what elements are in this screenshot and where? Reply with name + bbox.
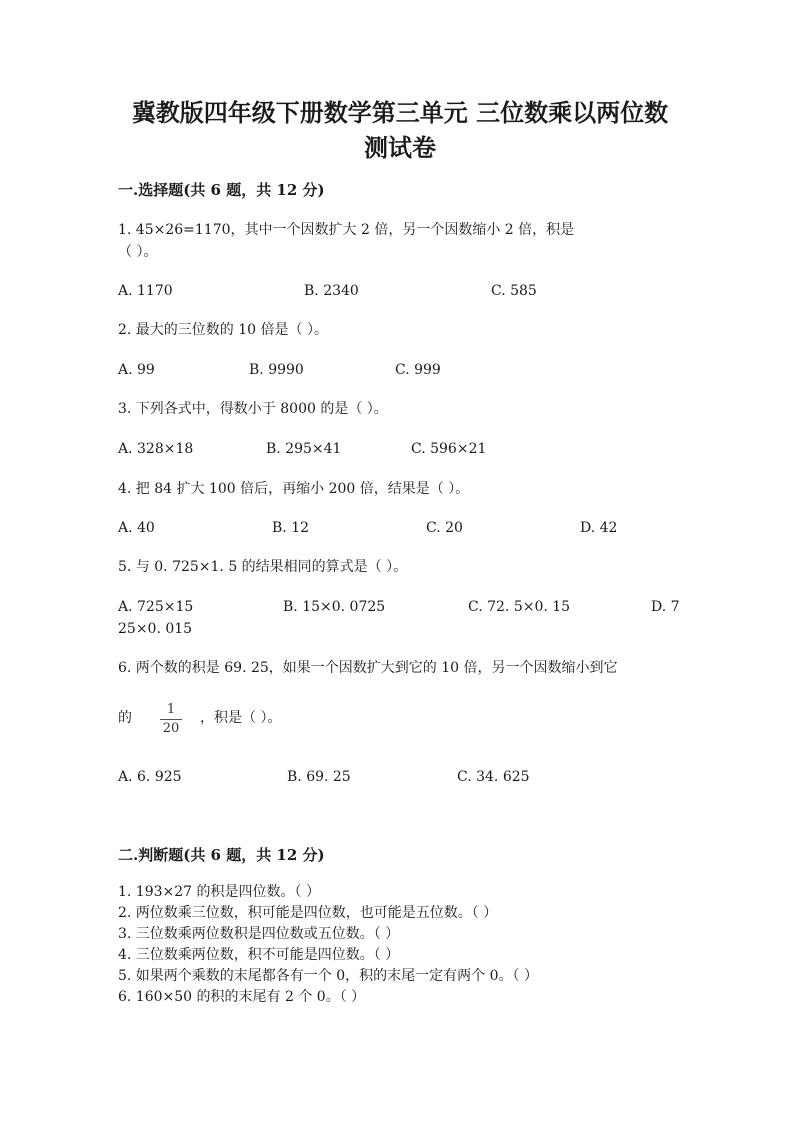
fraction-denominator: 20 (162, 721, 180, 736)
question-5-option-d-continued: 25×0. 015 (118, 621, 193, 637)
page-title: 冀教版四年级下册数学第三单元 三位数乘以两位数 (131, 98, 669, 127)
question-6-text-pre: 的 (118, 710, 132, 726)
judgment-item-4: 4. 三位数乘两位数，积不可能是四位数。（ ） (118, 947, 400, 963)
question-4-option-c: C. 20 (426, 520, 463, 536)
question-5-text: 5. 与 0. 725×1. 5 的结果相同的算式是（ ）。 (118, 559, 408, 575)
question-5-option-b: B. 15×0. 0725 (283, 599, 386, 615)
question-5-option-a: A. 725×15 (118, 599, 194, 615)
question-3-option-a: A. 328×18 (118, 441, 194, 457)
question-5-option-d: D. 7 (651, 599, 680, 615)
question-6-option-c: C. 34. 625 (457, 769, 530, 785)
question-1-text: 1. 45×26=1170，其中一个因数扩大 2 倍，另一个因数缩小 2 倍，积是 (118, 222, 575, 238)
question-4-option-a: A. 40 (118, 520, 155, 536)
judgment-item-1: 1. 193×27 的积是四位数。（ ） (118, 884, 320, 900)
question-3-option-b: B. 295×41 (266, 441, 342, 457)
question-1-blank: （ ）。 (118, 244, 158, 260)
section-heading-judgment: 二.判断题(共 6 题，共 12 分) (118, 846, 325, 864)
question-4-option-b: B. 12 (272, 520, 310, 536)
question-6-option-b: B. 69. 25 (287, 769, 351, 785)
question-3-text: 3. 下列各式中，得数小于 8000 的是（ ）。 (118, 401, 388, 417)
question-1-option-a: A. 1170 (118, 283, 173, 299)
question-3-option-c: C. 596×21 (411, 441, 487, 457)
question-2-text: 2. 最大的三位数的 10 倍是（ ）。 (118, 322, 328, 338)
question-2-option-b: B. 9990 (249, 362, 304, 378)
question-6-text: 6. 两个数的积是 69. 25，如果一个因数扩大到它的 10 倍，另一个因数缩小到它 (118, 660, 618, 676)
question-6-text-post: ，积是（ ）。 (200, 710, 282, 726)
judgment-item-5: 5. 如果两个乘数的末尾都各有一个 0，积的末尾一定有两个 0。（ ） (118, 968, 538, 984)
question-1-option-c: C. 585 (491, 283, 537, 299)
section-heading-choice: 一.选择题(共 6 题，共 12 分) (118, 181, 325, 199)
question-2-option-a: A. 99 (118, 362, 155, 378)
page-title-line2: 测试卷 (364, 133, 436, 162)
question-2-option-c: C. 999 (395, 362, 441, 378)
fraction-bar (160, 719, 182, 720)
question-4-text: 4. 把 84 扩大 100 倍后，再缩小 200 倍，结果是（ ）。 (118, 481, 470, 497)
judgment-item-3: 3. 三位数乘两位数积是四位数或五位数。（ ） (118, 926, 400, 942)
fraction (160, 702, 182, 737)
question-6-option-a: A. 6. 925 (118, 769, 182, 785)
question-1-option-b: B. 2340 (304, 283, 359, 299)
judgment-item-2: 2. 两位数乘三位数，积可能是四位数，也可能是五位数。（ ） (118, 905, 498, 921)
question-4-option-d: D. 42 (580, 520, 618, 536)
question-5-option-c: C. 72. 5×0. 15 (468, 599, 571, 615)
judgment-item-6: 6. 160×50 的积的末尾有 2 个 0。（ ） (118, 989, 366, 1005)
fraction-numerator: 1 (166, 702, 176, 717)
